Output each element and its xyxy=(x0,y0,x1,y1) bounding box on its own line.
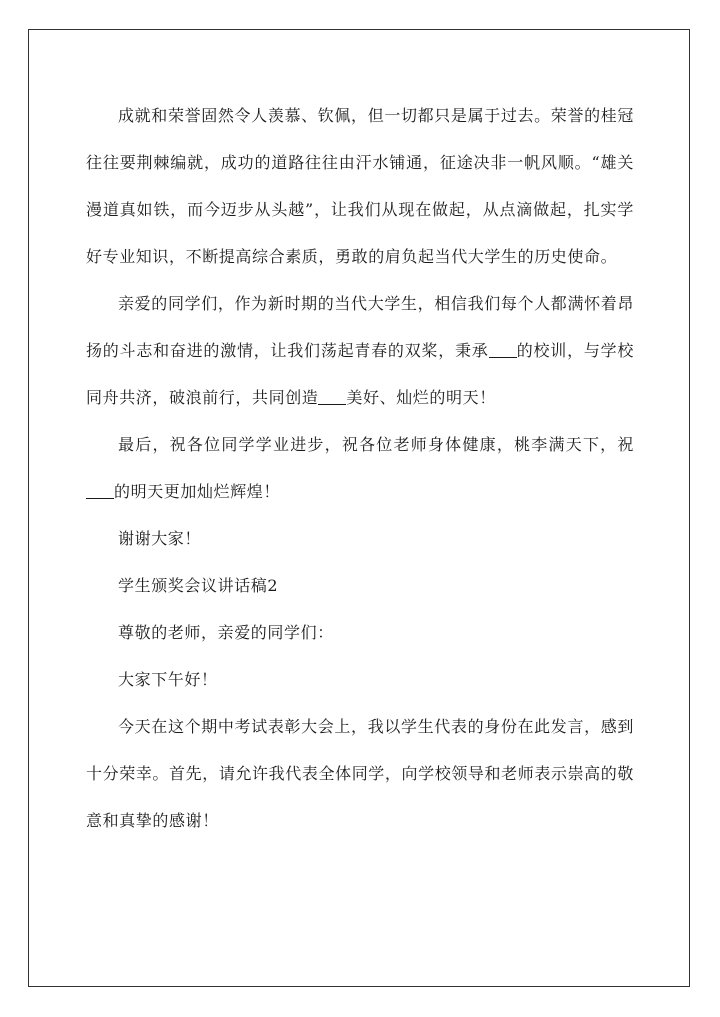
blank-line xyxy=(86,482,114,499)
paragraph-honor: 成就和荣誉固然令人羡慕、钦佩，但一切都只是属于过去。荣誉的桂冠往往要荆棘编就，成功的道路往往由汗水铺通，征途决非一帆风顺。“雄关漫道真如铁，而今迈步从头越”，让我们从现在做起，从点滴做起，扎实学好专业知识，不断提高综合素质，勇敢的肩负起当代大学生的历史使命。 xyxy=(86,106,634,266)
paragraph-wishes-part1: 最后，祝各位同学学业进步，祝各位老师身体健康，桃李满天下，祝 xyxy=(118,435,634,454)
paragraph-classmates-part1: 亲爱的同学们，作为新时期的当代大学生，相信我们每个人都满怀着昂扬的斗志和奋进的激情，让我们荡起青春的双桨，秉承 xyxy=(86,294,634,360)
speech-title: 学生颁奖会议讲话稿2 xyxy=(118,576,279,595)
paragraph-classmates-part3: 美好、灿烂的明天！ xyxy=(346,388,496,407)
paragraph-wishes xyxy=(86,421,634,515)
paragraph-classmates-part2: 的校训，与学校同舟共济，破浪前行，共同创造 xyxy=(86,341,634,407)
greeting: 大家下午好！ xyxy=(118,670,218,689)
paragraph-classmates xyxy=(86,280,634,421)
salutation: 尊敬的老师，亲爱的同学们： xyxy=(118,623,334,642)
blank-line xyxy=(318,388,346,405)
paragraph-thanks: 谢谢大家！ xyxy=(118,529,202,548)
blank-line xyxy=(489,341,517,358)
paragraph-wishes-part2: 的明天更加灿烂辉煌！ xyxy=(114,482,281,501)
document-body xyxy=(86,92,634,844)
paragraph-intro: 今天在这个期中考试表彰大会上，我以学生代表的身份在此发言，感到十分荣幸。首先，请允许我代表全体同学，向学校领导和老师表示崇高的敬意和真挚的感谢！ xyxy=(86,717,634,830)
